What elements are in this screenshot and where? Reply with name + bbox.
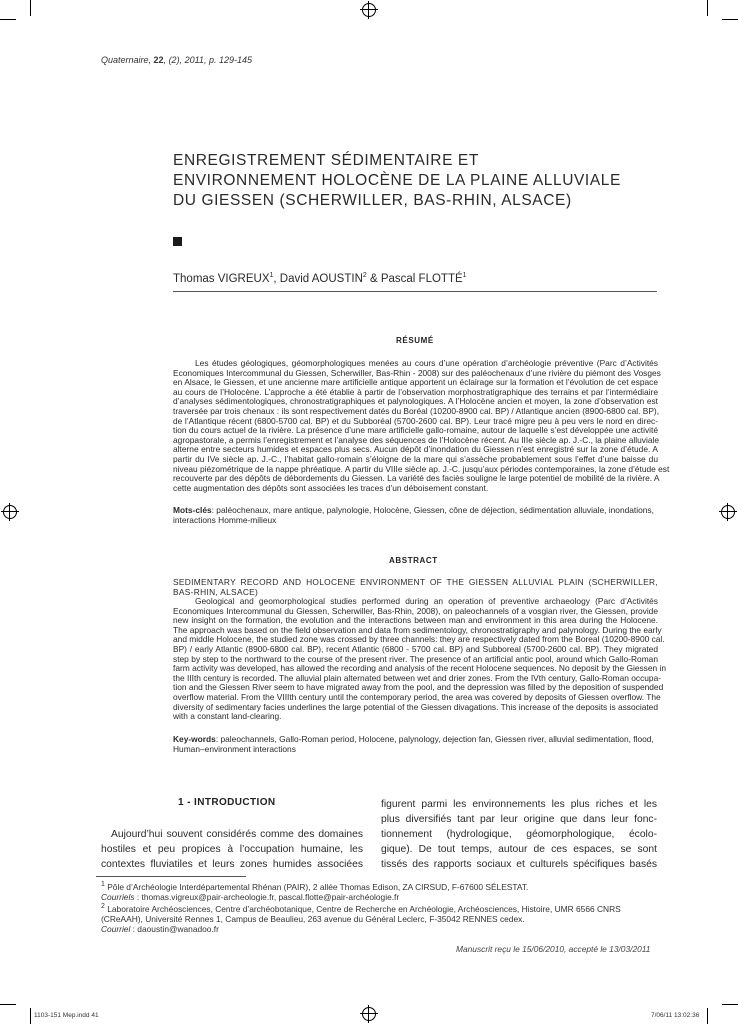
- footnote-number: 1: [101, 881, 105, 888]
- abstract-line: BP) / early Atlantic (8900-6800 cal. BP), recent Atlantic (6800 - 5700 cal. BP) and Subboreal (5700-2600 cal. BP). They migrated: [173, 643, 658, 654]
- body-line: contextes fluviatiles et leurs zones humides associées: [101, 859, 363, 870]
- footnote-text: : daoustin@wanadoo.fr: [130, 924, 219, 935]
- registration-mark-icon: [362, 1007, 376, 1021]
- resume-line: de l’Atlantique récent (6800-5700 cal. BP) et du Subboréal (5700-2600 cal. BP). Leur tracé migre peu à peu vers le nord en direc-: [173, 415, 658, 426]
- abstract-line: with a constant land-clearing.: [173, 711, 282, 722]
- abstract-line: step by step to the northward to the course of the present river. The presence of an artificial antic pool, around which Gallo-Roman: [173, 653, 658, 664]
- body-line: plus diversifiés tant par leur origine que dans leur fonc-: [381, 814, 657, 825]
- abstract-line: and middle Holocene, the studied zone was crossed by three channels: they are respectively dated from the Boreal (10200-8900 cal.: [173, 634, 665, 645]
- author-name: Thomas VIGREUX: [173, 272, 270, 285]
- footnote: [101, 892, 621, 902]
- footnote-label: Courriel: [101, 924, 131, 935]
- resume-line: recouverte par des dépôts de débordements du Giessen. La variété des faciès souligne le large potentiel de mobilité de la rivière. A: [173, 473, 660, 484]
- journal-volume: 22: [153, 55, 164, 65]
- footnote-divider: [96, 876, 246, 877]
- crop-mark: [0, 1004, 16, 1005]
- author-separator: ,: [273, 272, 280, 285]
- abstract-line: the IIIth century is recorded. The alluvial plain alternated between wet and drier zones. From the IVth century, Gallo-Roman occupa-: [173, 672, 662, 683]
- author-affiliation: 1: [269, 272, 274, 279]
- keywords-text: Human–environment interactions: [173, 743, 296, 754]
- resume-line: au cours de l’Holocène. L’approche a été établie à partir de l’observation morphostratigraphique des terrains et par l’intermédiaire: [173, 386, 658, 397]
- footnote-text: : thomas.vigreux@pair-archeologie.fr, pascal.flotte@pair-archéologie.fr: [134, 892, 400, 902]
- author-affiliation: 1: [462, 272, 467, 279]
- abstract-line: overflow material. From the VIIIth century until the contemporary period, the area was covered by deposits of Giessen overflow. The: [173, 691, 661, 702]
- resume-line: Les études géologiques, géomorphologiques menées au cours d’une opération d’archéologie préventive (Parc d’Activités: [195, 358, 658, 368]
- keywords-text: : paleochannels, Gallo-Roman period, Holocene, palynology, dejection fan, Giessen river, alluvial sedimentation, flood,: [215, 734, 654, 744]
- crop-mark: [722, 19, 738, 20]
- resume-line: traversée par trois chenaux : ils sont respectivement datés du Boréal (10200-8900 cal. BP) / Atlantique ancien (8900-6800 cal. BP),: [173, 405, 660, 416]
- resume-line: agropastorale, a permis l’enregistrement et l’analyse des séquences de l’Holocène récent. Au IIIe siècle ap. J.-C., la plaine alluviale: [173, 434, 660, 445]
- registration-mark-icon: [721, 505, 735, 519]
- square-bullet-icon: [173, 237, 182, 246]
- journal-pages: , p. 129-145: [203, 55, 252, 65]
- keywords-label: Key-words: [173, 734, 216, 744]
- resume-line: en Alsace, le Giessen, et une ancienne mare artificielle antique apportent un éclairage sur la formation et l’évolution de cet espace: [173, 377, 658, 388]
- resume-line: tion du cours actuel de la rivière. La présence d’une mare artificielle gallo-romaine, autour de laquelle s’est développée une activité: [173, 425, 658, 436]
- abstract-line: farm activity was developed, has allowed the recording and analysis of the recent Holocene sequences. No deposit by the Giessen in: [173, 663, 667, 674]
- resume-keywords: [173, 506, 658, 525]
- crop-mark: [30, 1008, 31, 1024]
- resume-line: cette augmentation des dépôts sont associées les traces d’un déboisement constant.: [173, 482, 489, 493]
- crop-mark: [707, 1008, 708, 1024]
- author-separator: &: [366, 272, 381, 285]
- registration-mark-icon: [3, 505, 17, 519]
- resume-line: Economiques Intercommunal du Giessen, Scherwiller, Bas-Rhin - 2008) sur des paléochenaux d’une rivière du piémont des Vosges: [173, 367, 661, 378]
- abstract-title-line: BAS-RHIN, ALSACE): [173, 586, 259, 597]
- body-line: gique). De tout temps, autour de ces espaces, se sont: [381, 844, 657, 855]
- section-heading: 1 - INTRODUCTION: [178, 797, 276, 808]
- abstract-line: Geological and geomorphological studies performed during an operation of preventive archaeology (Parc d’Activités: [195, 596, 658, 606]
- crop-mark: [30, 0, 31, 16]
- journal-reference: Quaternaire, 22, (2), 2011, p. 129-145: [101, 55, 252, 65]
- title-line: DU GIESSEN (SCHERWILLER, BAS-RHIN, ALSACE): [173, 192, 572, 209]
- resume-body: [173, 358, 670, 493]
- footnote-text: Pôle d’Archéologie Interdépartemental Rhénan (PAIR), 2 allée Thomas Edison, ZA CIRSUD, F-67600 SÉLESTAT.: [104, 881, 529, 892]
- resume-line: partir du IVe siècle ap. J.-C., l’habitat gallo-romain s’éloigne de la mare qui s’assèche probablement sous l’effet d’une baisse du: [173, 453, 658, 464]
- body-line: tissés des rapports sociaux et culturels spécifiques basés: [381, 859, 657, 870]
- crop-mark: [707, 0, 708, 16]
- footnote-text: Laboratoire Archéosciences, Centre d’archéobotanique, Centre de Recherche en Archéologie, Archéosciences, Histoire, UMR 6566 CNRS: [104, 904, 621, 914]
- journal-year: 2011: [184, 55, 204, 65]
- footnote: [101, 880, 621, 892]
- keywords-label: Mots-clés: [173, 505, 212, 515]
- author-list: [173, 272, 467, 285]
- body-line: tionnement (hydrologique, géomorphologique, écolo-: [381, 829, 657, 840]
- resume-heading: RÉSUMÉ: [396, 336, 434, 345]
- abstract-line: tion and the Giessen River seem to have migrated away from the pool, and the depression was filled by the deposition of suspended: [173, 682, 664, 693]
- footnote: [101, 914, 621, 924]
- title-line: ENVIRONNEMENT HOLOCÈNE DE LA PLAINE ALLUVIALE: [173, 172, 621, 189]
- keywords-text: interactions Homme-milieux: [173, 514, 277, 525]
- footnote-text: (CReAAH), Université Rennes 1, Campus de Beaulieu, 263 avenue du Général Leclerc, F-35042 RENNES cedex.: [101, 914, 525, 925]
- abstract-line: diversity of sedimentary facies underlines the large potential of the Giessen divagations. This increase of the deposits is associated: [173, 701, 658, 712]
- footnotes: [101, 880, 621, 935]
- footnote: [101, 902, 621, 914]
- abstract-line: The approach was based on the field observation and data from sedimentology, chronostratigraphy and palynology. During the early: [173, 624, 662, 635]
- intro-left-column: [101, 827, 363, 872]
- slug-timestamp: 7/06/11 13:02:36: [651, 1012, 700, 1019]
- title-line: ENREGISTREMENT SÉDIMENTAIRE ET: [173, 152, 479, 169]
- manuscript-dates: Manuscrit reçu le 15/06/2010, accepté le 13/03/2011: [456, 944, 651, 954]
- resume-line: niveau piézométrique de la nappe phréatique. A partir du VIIIe siècle ap. J.-C. jusqu’aux périodes contemporaines, la zone d’étude est: [173, 463, 670, 474]
- journal-name: Quaternaire: [101, 55, 149, 65]
- body-line: Aujourd’hui souvent considérés comme des domaines: [111, 829, 363, 840]
- crop-mark: [0, 19, 16, 20]
- article-title: [173, 151, 673, 211]
- keywords-text: : paléochenaux, mare antique, palynologie, Holocène, Giessen, cône de déjection, sédimentation alluviale, inondations,: [211, 505, 654, 515]
- body-line: hostiles et peu propices à l’occupation humaine, les: [101, 844, 363, 855]
- resume-line: alterne entre secteurs humides et espaces plus secs. Aucun dépôt d’inondation du Giessen n’est enregistré sur la zone d’étude. A: [173, 444, 658, 455]
- body-line: figurent parmi les environnements les plus riches et les: [381, 799, 657, 810]
- slug-filename: 1103-151 Mep.indd 41: [34, 1012, 99, 1019]
- abstract-line: Economiques Intercommunal du Giessen, Scherwiller, Bas-Rhin, 2008), on paleochannels of a vosgian river, the Giessen, provide: [173, 605, 658, 616]
- author-affiliation: 2: [362, 272, 367, 279]
- author-name: David AOUSTIN: [279, 272, 363, 285]
- resume-line: d’analyses sédimentologiques, chronostratigraphiques et palynologiques. A l’Holocène ancien et moyen, la zone d’observation est: [173, 396, 658, 407]
- abstract-keywords: [173, 735, 658, 754]
- footnote-label: Courriels: [101, 892, 135, 902]
- author-name: Pascal FLOTTÉ: [380, 272, 463, 285]
- footnote-number: 2: [101, 903, 105, 911]
- registration-mark-icon: [362, 3, 376, 17]
- abstract-title: [173, 578, 658, 597]
- journal-issue: , (2),: [163, 55, 185, 65]
- crop-mark: [722, 1004, 738, 1005]
- abstract-body: [173, 596, 667, 722]
- footnote: [101, 924, 621, 934]
- abstract-title-line: SEDIMENTARY RECORD AND HOLOCENE ENVIRONMENT OF THE GIESSEN ALLUVIAL PLAIN (SCHERWILLER,: [173, 577, 658, 587]
- intro-right-column: [381, 797, 657, 872]
- abstract-heading: ABSTRACT: [389, 556, 438, 565]
- abstract-line: new insight on the formation, the evolution and the interactions between man and environment in this area during the Holocene.: [173, 615, 658, 626]
- title-divider: [173, 291, 657, 292]
